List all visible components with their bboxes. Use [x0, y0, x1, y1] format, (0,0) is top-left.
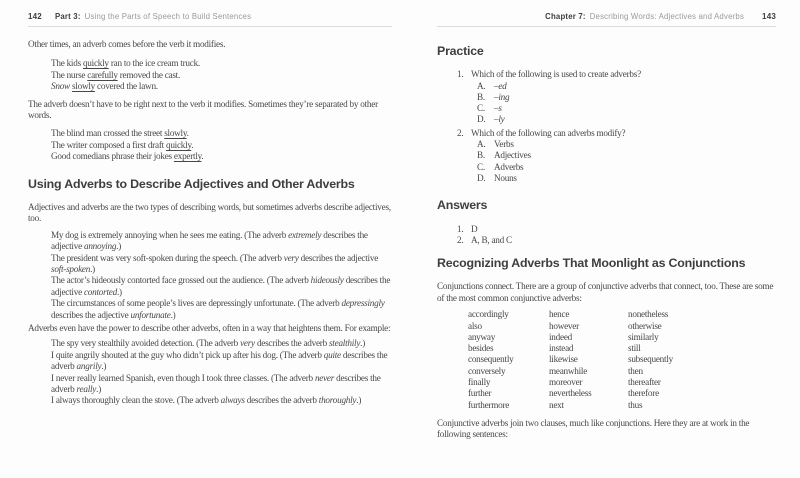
paragraph-adverbs-describe-adverbs: Adverbs even have the power to describe other adverbs, often in a way that heightens them. For example:: [28, 323, 391, 333]
option-1a: [477, 81, 776, 92]
option-1b-text: –ing: [494, 91, 510, 102]
adverb-item: nevertheless: [549, 388, 592, 399]
paragraph-conjunctions-connect: Conjunctions connect. There are a group of conjunctive adverbs that connect, too. These are some of the most common conjunctive adverbs:: [437, 281, 774, 303]
examples-block-3: [51, 230, 392, 321]
question-2-options: [477, 139, 776, 184]
option-2b: [477, 150, 776, 161]
part-title: Using the Parts of Speech to Build Sentences: [84, 12, 252, 21]
example-line: The president was very soft-spoken during the speech. (The adverb very describes the adjective soft-spoken.): [51, 252, 379, 274]
adverb-item: instead: [549, 343, 574, 354]
question-1-text: Which of the following is used to create adverbs?: [471, 69, 641, 80]
adverb-item: therefore: [628, 388, 659, 399]
page-left: [28, 12, 392, 407]
adverb-item: otherwise: [628, 320, 662, 331]
conjunctive-adverbs-column-1: [468, 309, 549, 411]
option-1a-letter: A.: [477, 80, 486, 91]
adverb-item: still: [628, 343, 641, 354]
paragraph-describing-words: Adjectives and adverbs are the two types of describing words, but sometimes adverbs describe adjectives, too.: [28, 201, 391, 224]
example-line: The kids quickly ran to the ice cream truck.: [51, 58, 200, 69]
example-line: The actor’s hideously contorted face grossed out the audience. (The adverb hideously describes the adjective contorted.): [51, 275, 391, 297]
conjunctive-adverbs-column-2: [549, 309, 628, 411]
running-head-right: [437, 12, 776, 27]
adverb-item: conversely: [468, 365, 506, 376]
running-head-left: [28, 12, 392, 27]
question-2-text: Which of the following can adverbs modify?: [471, 127, 626, 138]
adverb-item: thereafter: [628, 377, 661, 387]
section-heading-moonlight-conjunctions: Recognizing Adverbs That Moonlight as Conjunctions: [437, 256, 746, 271]
option-2c-text: Adverbs: [494, 161, 524, 172]
part-label: Part 3:: [54, 12, 81, 21]
adverb-item: subsequently: [628, 354, 673, 365]
question-1-number: 1.: [457, 69, 464, 80]
adverb-item: accordingly: [468, 309, 509, 320]
answer-1-number: 1.: [457, 223, 464, 234]
example-line: Good comedians phrase their jokes expertly.: [51, 151, 204, 162]
question-1: [457, 69, 776, 80]
example-line: I always thoroughly clean the stove. (The adverb always describes the adverb thoroughly.): [51, 395, 362, 406]
chapter-title: Describing Words: Adjectives and Adverbs: [589, 12, 745, 21]
examples-block-1: [51, 58, 392, 92]
option-2c-letter: C.: [477, 161, 485, 172]
conjunctive-adverbs-column-3: [628, 309, 673, 411]
examples-block-4: [51, 338, 392, 406]
option-2d-letter: D.: [477, 172, 486, 183]
adverb-item: nonetheless: [628, 309, 669, 320]
option-2a-letter: A.: [477, 139, 486, 150]
option-1c-text: –s: [494, 103, 502, 114]
adverb-item: next: [549, 399, 564, 410]
option-1b: [477, 92, 776, 103]
adverb-item: likewise: [549, 354, 578, 365]
answer-2: [457, 235, 776, 246]
adverb-item: finally: [468, 377, 491, 387]
page-number-right: 143: [762, 12, 776, 21]
paragraph-adverb-before-verb: Other times, an adverb comes before the verb it modifies.: [28, 39, 226, 49]
adverb-item: thus: [628, 399, 643, 410]
example-line: The circumstances of some people’s lives are depressingly unfortunate. (The adverb depressingly describes the adjective unfortunate.): [51, 298, 385, 320]
option-2d: [477, 173, 776, 184]
page-right: [437, 12, 776, 441]
paragraph-adverb-separated: The adverb doesn’t have to be right next to the verb it modifies. Sometimes they’re separated by other words.: [28, 98, 378, 121]
adverb-item: then: [628, 365, 643, 376]
example-line: The spy very stealthily avoided detection. (The adverb very describes the adverb stealthily.): [51, 338, 366, 349]
option-2a: [477, 139, 776, 150]
page-number-left: 142: [28, 12, 42, 21]
option-1d-text: –ly: [494, 114, 505, 125]
adverb-item: besides: [468, 343, 494, 354]
option-1c: [477, 103, 776, 114]
example-line: I quite angrily shouted at the guy who didn’t pick up after his dog. (The adverb quite describes the adverb angrily.): [51, 349, 388, 372]
paragraph-conjunctive-join: Conjunctive adverbs join two clauses, much like conjunctions. Here they are at work in the following sentences:: [437, 417, 750, 440]
option-2d-text: Nouns: [494, 172, 517, 183]
practice-heading: Practice: [437, 44, 484, 58]
option-2b-text: Adjectives: [494, 150, 531, 161]
adverb-item: however: [549, 320, 579, 331]
question-2: [457, 128, 776, 139]
example-line: Snow slowly covered the lawn.: [51, 81, 158, 92]
example-line: The nurse carefully removed the cast.: [51, 69, 181, 80]
examples-block-2: [51, 128, 392, 162]
section-heading-using-adverbs: Using Adverbs to Describe Adjectives and Other Adverbs: [28, 176, 355, 191]
answers-heading: Answers: [437, 198, 488, 213]
adverb-item: indeed: [549, 331, 572, 342]
question-2-number: 2.: [457, 127, 464, 138]
answer-2-number: 2.: [457, 234, 464, 245]
option-1b-letter: B.: [477, 91, 485, 102]
example-line: The writer composed a first draft quickly.: [51, 139, 194, 150]
adverb-item: moreover: [549, 377, 583, 387]
adverb-item: anyway: [468, 331, 496, 342]
option-1a-text: –ed: [494, 80, 507, 91]
adverb-item: consequently: [468, 354, 514, 365]
adverb-item: meanwhile: [549, 365, 588, 376]
adverb-item: similarly: [628, 331, 659, 342]
option-2c: [477, 162, 776, 173]
adverb-item: furthermore: [468, 399, 510, 410]
adverb-item: also: [468, 320, 482, 331]
answer-2-text: A, B, and C: [471, 234, 512, 245]
option-1d-letter: D.: [477, 114, 486, 125]
option-1d: [477, 114, 776, 125]
answer-1: [457, 224, 776, 235]
option-2a-text: Verbs: [494, 139, 514, 150]
adverb-item: hence: [549, 309, 570, 320]
example-line: My dog is extremely annoying when he sees me eating. (The adverb extremely describes the adjective annoying.): [51, 229, 368, 252]
example-line: The blind man crossed the street slowly.: [51, 128, 189, 139]
question-1-options: [477, 81, 776, 126]
answer-1-text: D: [471, 223, 478, 234]
conjunctive-adverbs-table: [468, 309, 776, 411]
adverb-item: further: [468, 388, 492, 399]
chapter-label: Chapter 7:: [545, 12, 586, 21]
example-line: I never really learned Spanish, even though I took three classes. (The adverb never describes the adverb really.): [51, 372, 381, 395]
option-2b-letter: B.: [477, 150, 485, 161]
option-1c-letter: C.: [477, 103, 485, 114]
